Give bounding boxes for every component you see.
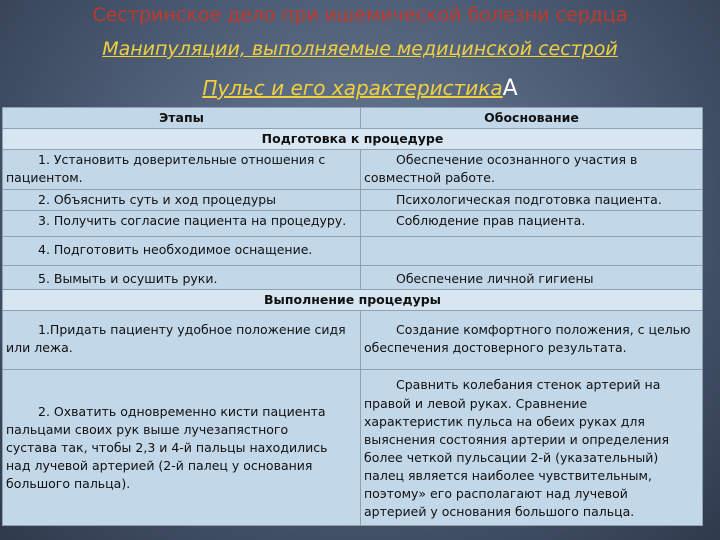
stage-cell (3, 370, 361, 526)
table-header-row (3, 108, 703, 129)
table-row (3, 265, 703, 289)
stage-cell (3, 311, 361, 370)
table-row (3, 189, 703, 210)
stage-line: 3. Получить согласие пациента на процедуру. (38, 212, 347, 228)
table-row (3, 236, 703, 265)
stage-cell (3, 189, 361, 210)
stage-line: 1. Установить доверительные отношения с (38, 152, 326, 168)
page-title: Сестринское дело при ишемической болезни сердца (92, 4, 628, 26)
reason-line: палец является наиболее чувствительным, (364, 468, 652, 483)
stage-cell (3, 210, 361, 236)
stage-line: пациентом. (6, 170, 83, 186)
reason-line: характеристик пульса на обеих руках для (364, 413, 645, 429)
stage-line: или лежа. (6, 340, 73, 356)
section-title (0, 76, 720, 101)
stage-cell (3, 236, 361, 265)
stage-line: 2. Объяснить суть и ход процедуры (38, 191, 277, 207)
table-row (3, 150, 703, 189)
reason-line: поэтому» его располагают над лучевой (364, 486, 628, 502)
reason-cell (361, 189, 703, 210)
stage-line: 2. Охватить одновременно кисти пациента (38, 403, 326, 419)
header-reason: Обоснование (361, 108, 703, 129)
reason-cell (361, 210, 703, 236)
reason-cell (361, 150, 703, 189)
reason-line: совместной работе. (364, 170, 495, 186)
section-row-exec (3, 290, 703, 311)
reason-line: более четкой пульсации 2-й (указательный) (364, 449, 659, 465)
table-row (3, 370, 703, 526)
section-title-text: Пульс и его характеристика (202, 76, 503, 100)
procedure-table (2, 107, 703, 526)
stage-line: 5. Вымыть и осушить руки. (38, 270, 218, 286)
reason-cell (361, 236, 703, 265)
table-row (3, 210, 703, 236)
stage-line: 4. Подготовить необходимое оснащение. (38, 241, 313, 257)
stage-cell (3, 150, 361, 189)
reason-line: Обеспечение осознанного участия в (396, 152, 638, 168)
stage-line: пальцами своих рук выше лучезапястного (6, 421, 289, 437)
section-prep-label: Подготовка к процедуре (3, 129, 703, 150)
section-row-prep (3, 129, 703, 150)
reason-line: правой и левой руках. Сравнение (364, 395, 588, 411)
stage-line: 1.Придать пациенту удобное положение сидя (38, 322, 346, 338)
table-row (3, 311, 703, 370)
stage-line: над лучевой артерией (2-й палец у основания (6, 457, 313, 473)
reason-line: выяснения состояния артерии и определения (364, 431, 670, 447)
reason-line: артерией у основания большого пальца. (364, 504, 635, 520)
stage-line: сустава так, чтобы 2,3 и 4-й пальцы находились (6, 439, 328, 455)
reason-line: Психологическая подготовка пациента. (396, 191, 662, 207)
reason-cell (361, 265, 703, 289)
header-stages: Этапы (3, 108, 361, 129)
reason-line: Сравнить колебания стенок артерий на (396, 377, 661, 393)
reason-line: Соблюдение прав пациента. (396, 212, 586, 228)
section-title-tail: А (502, 76, 518, 101)
stage-cell (3, 265, 361, 289)
reason-cell (361, 311, 703, 370)
reason-line: Обеспечение личной гигиены (396, 270, 594, 286)
stage-line: большого пальца). (6, 476, 131, 492)
reason-line: Создание комфортного положения, с целью (396, 322, 691, 338)
section-exec-label: Выполнение процедуры (3, 290, 703, 311)
reason-cell (361, 370, 703, 526)
reason-line: обеспечения достоверного результата. (364, 340, 627, 356)
page-subtitle: Манипуляции, выполняемые медицинской сестрой (102, 38, 618, 60)
